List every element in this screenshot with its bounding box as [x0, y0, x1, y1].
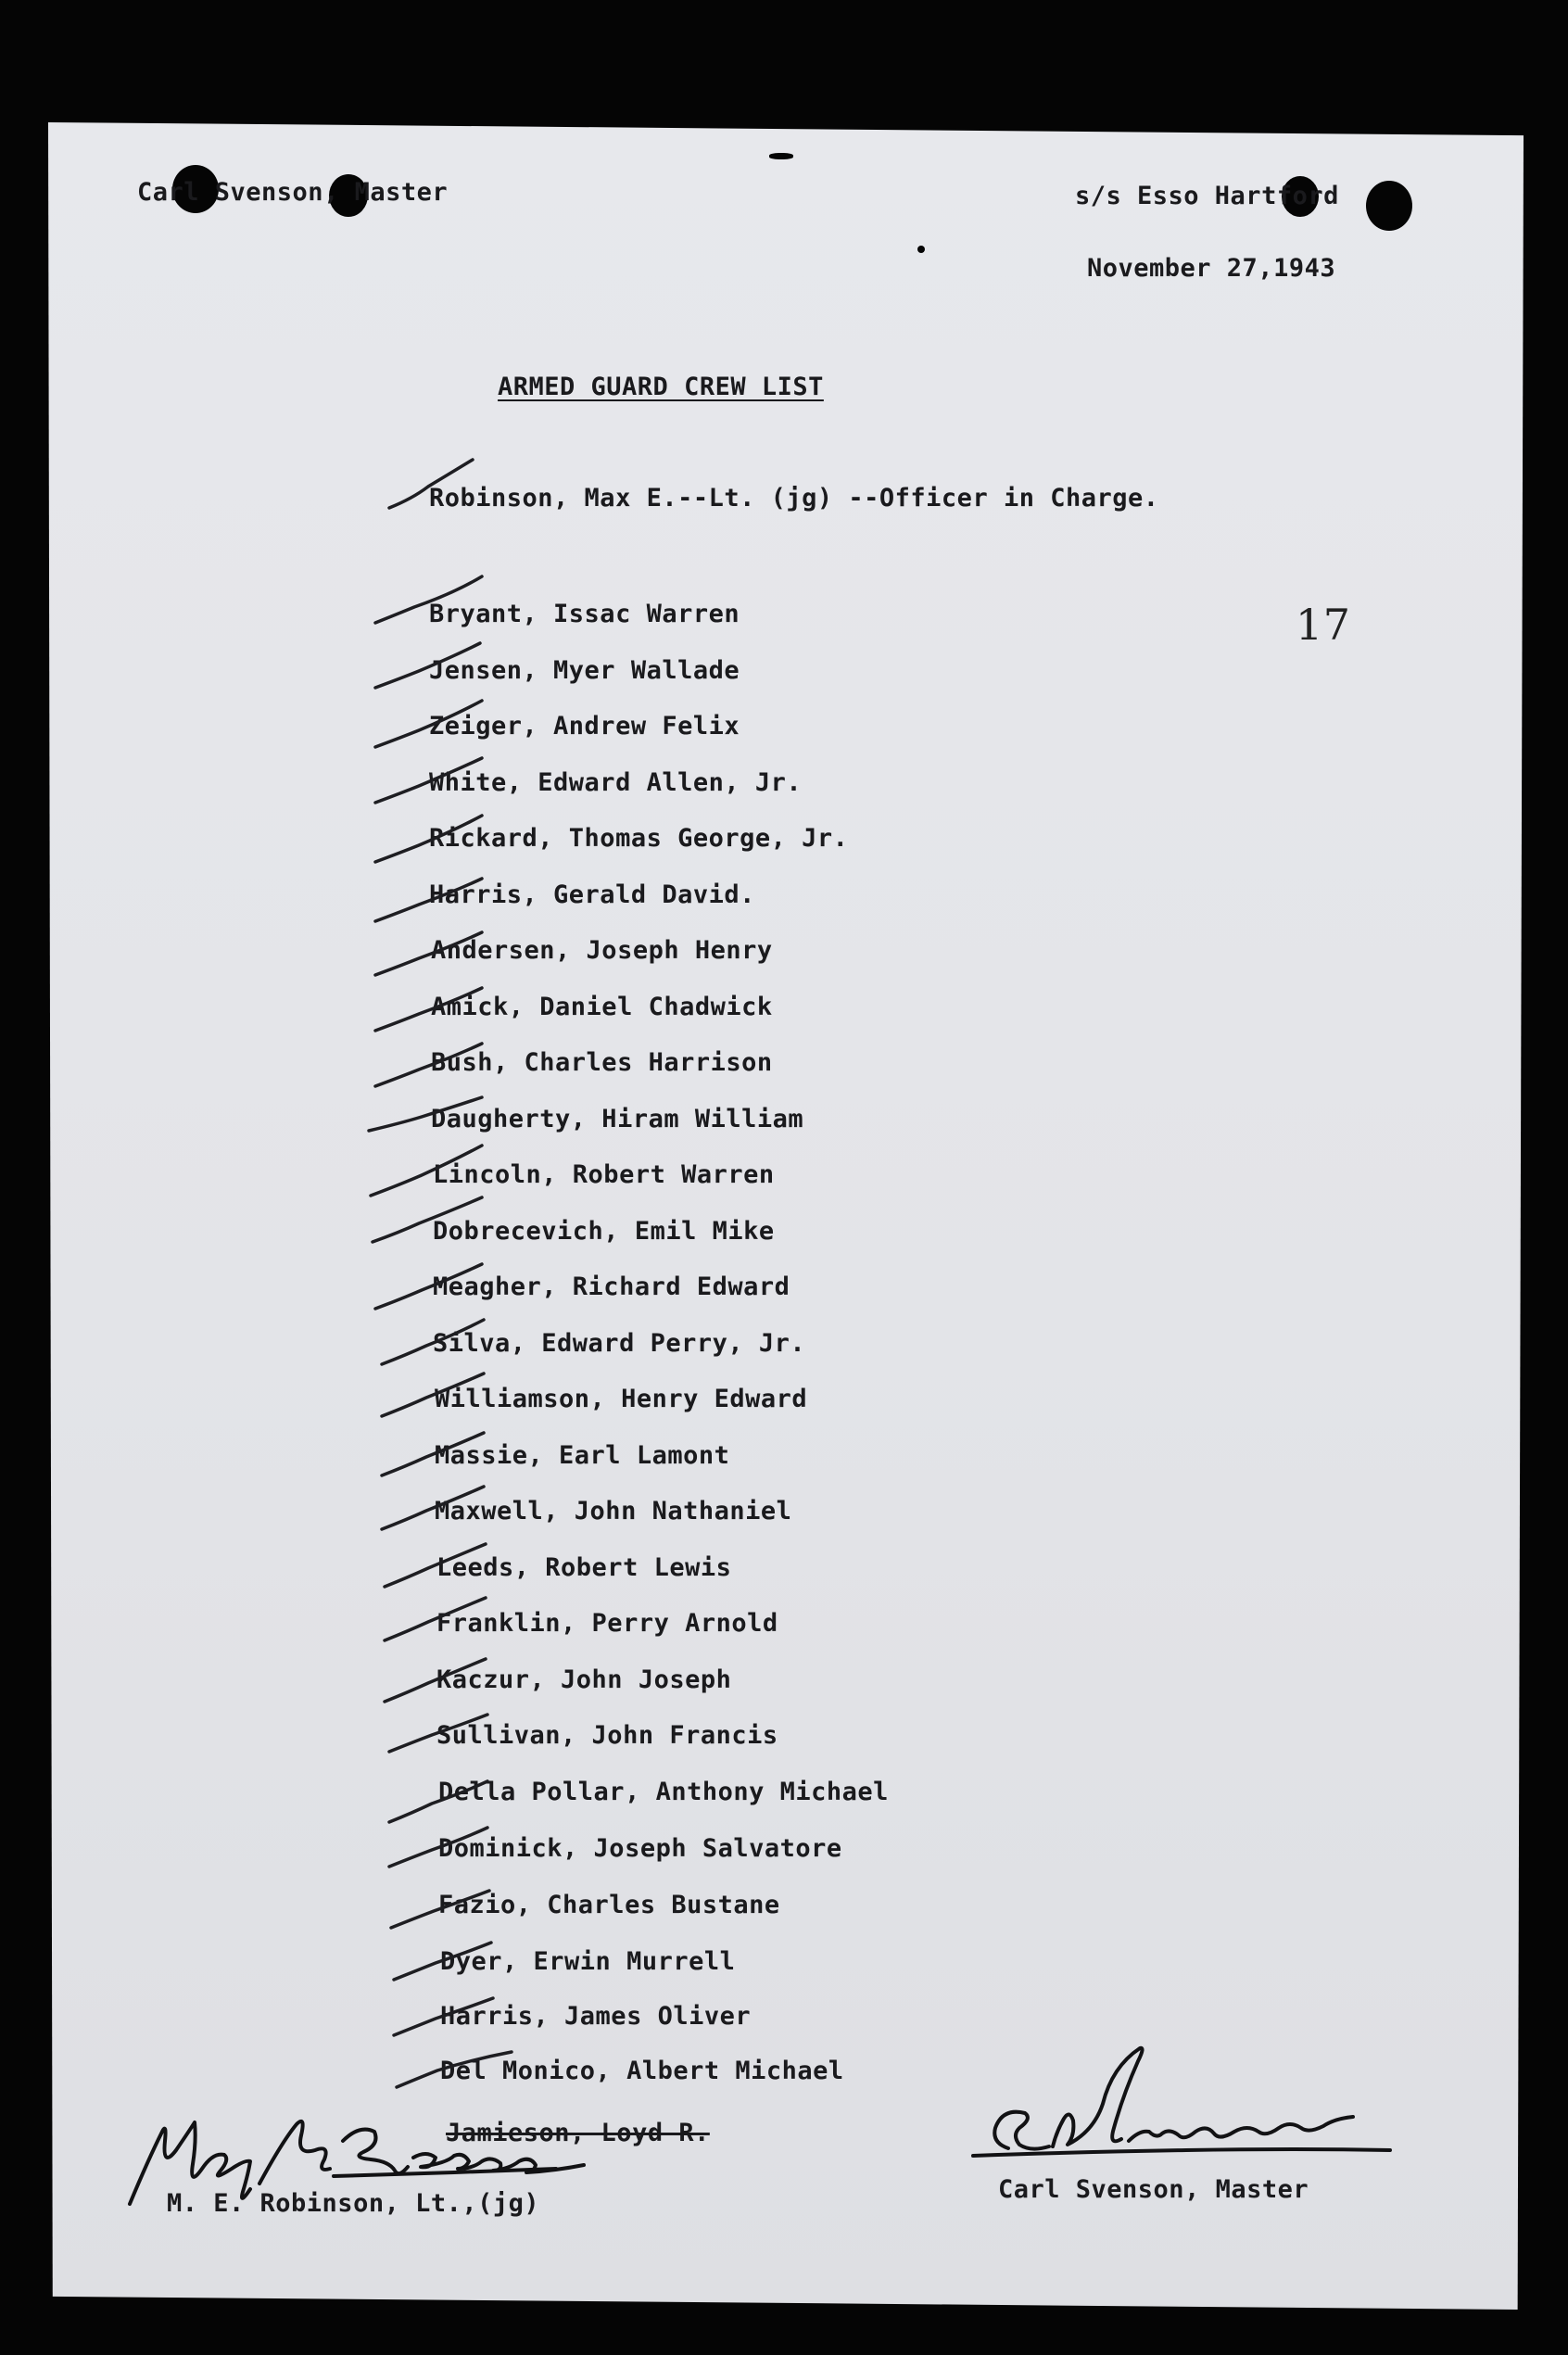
- crew-entry: Harris, Gerald David.: [429, 880, 755, 909]
- crew-entry: Dyer, Erwin Murrell: [440, 1947, 736, 1976]
- svenson-typed-signature: Carl Svenson, Master: [998, 2175, 1309, 2204]
- ink-speck: [917, 246, 925, 253]
- crew-entry: Meagher, Richard Edward: [433, 1272, 790, 1301]
- crew-entry: Andersen, Joseph Henry: [431, 936, 773, 965]
- crew-entry: Sullivan, John Francis: [436, 1721, 778, 1750]
- document-title: ARMED GUARD CREW LIST: [498, 373, 824, 401]
- crew-entry: Daugherty, Hiram William: [431, 1105, 804, 1133]
- crew-entry: Kaczur, John Joseph: [436, 1665, 732, 1694]
- crew-entry: Massie, Earl Lamont: [435, 1441, 730, 1470]
- crew-entry: Amick, Daniel Chadwick: [431, 993, 773, 1021]
- ink-speck: [769, 153, 793, 159]
- master-header: Carl Svenson, Master: [137, 178, 449, 207]
- crew-entry: Harris, James Oliver: [440, 2002, 752, 2031]
- crew-entry: Jensen, Myer Wallade: [429, 656, 740, 685]
- crew-entry: White, Edward Allen, Jr.: [429, 768, 803, 797]
- crew-entry: Leeds, Robert Lewis: [436, 1553, 732, 1582]
- struck-crew-entry: Jamieson, Loyd R.: [446, 2119, 710, 2147]
- svenson-signature: [964, 2039, 1409, 2187]
- ship-name: s/s Esso Hartford: [1075, 182, 1339, 210]
- crew-entry: Del Monico, Albert Michael: [440, 2057, 844, 2085]
- crew-entry: Franklin, Perry Arnold: [436, 1609, 778, 1638]
- crew-entry: Silva, Edward Perry, Jr.: [433, 1329, 806, 1358]
- crew-entry: Dobrecevich, Emil Mike: [433, 1217, 775, 1246]
- crew-entry: Lincoln, Robert Warren: [433, 1160, 775, 1189]
- crew-entry: Zeiger, Andrew Felix: [429, 712, 740, 741]
- document-date: November 27,1943: [1087, 254, 1336, 283]
- crew-entry: Della Pollar, Anthony Michael: [438, 1778, 889, 1806]
- officer-in-charge: Robinson, Max E.--Lt. (jg) --Officer in Charge.: [429, 484, 1159, 513]
- crew-entry: Rickard, Thomas George, Jr.: [429, 824, 849, 853]
- crew-entry: Bryant, Issac Warren: [429, 600, 740, 628]
- page-number: 17: [1296, 600, 1351, 650]
- crew-entry: Fazio, Charles Bustane: [438, 1891, 780, 1919]
- crew-entry: Dominick, Joseph Salvatore: [438, 1834, 842, 1863]
- crew-entry: Maxwell, John Nathaniel: [435, 1497, 792, 1526]
- robinson-typed-signature: M. E. Robinson, Lt.,(jg): [167, 2189, 540, 2218]
- crew-entry: Williamson, Henry Edward: [435, 1385, 808, 1413]
- crew-entry: Bush, Charles Harrison: [431, 1048, 773, 1077]
